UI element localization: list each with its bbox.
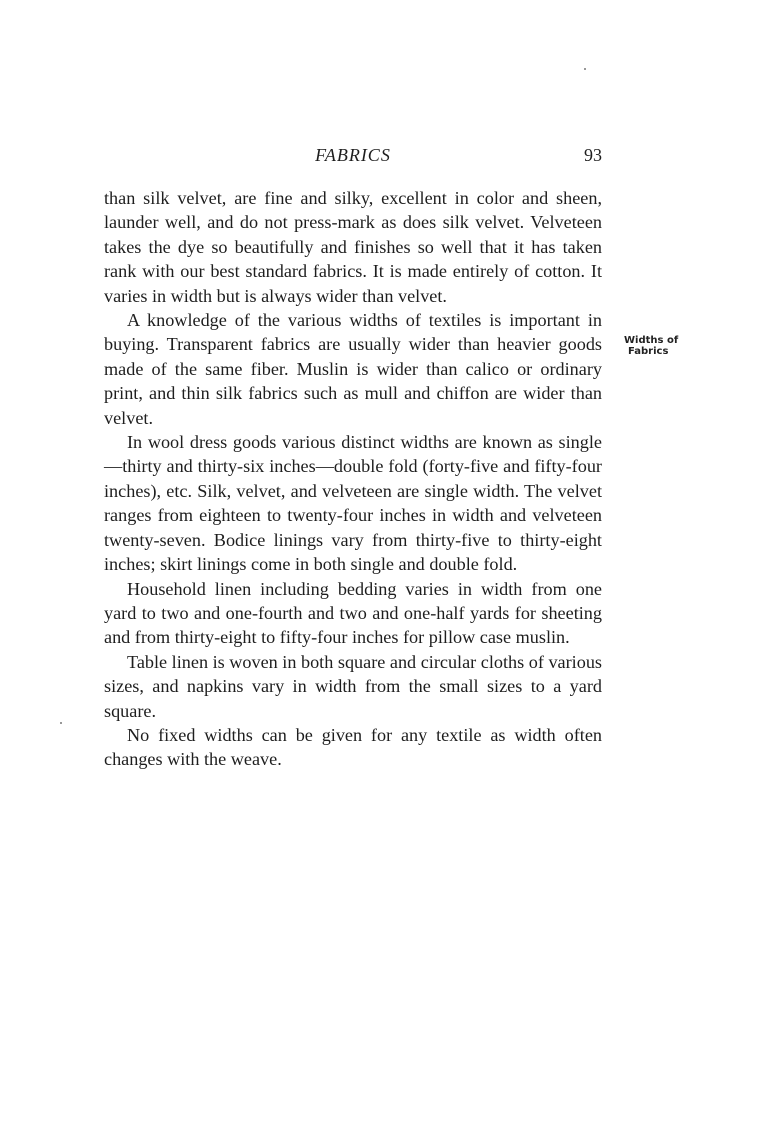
body-text	[104, 186, 602, 772]
margin-note-line-1: Widths of	[624, 335, 679, 346]
paragraph-velvet-continuation: than silk velvet, are fine and silky, excellent in color and sheen, launder well, and do not press-mark as does silk velvet. Velveteen takes the dye so beautifully and finishes so well that it has taken rank with our best standard fabrics. It is made entirely of cotton. It varies in width but is always wider than velvet.	[104, 188, 602, 306]
running-head	[104, 145, 602, 169]
running-title: FABRICS	[315, 145, 391, 165]
margin-note-line-2: Fabrics	[628, 346, 669, 357]
paragraph-no-fixed-widths: No fixed widths can be given for any textile as width often changes with the weave.	[104, 724, 602, 770]
paragraph-widths-knowledge: A knowledge of the various widths of textiles is important in buying. Transparent fabrics are usually wider than heavier goods made of the same fiber. Muslin is wider than calico or ordinary print, and thin silk fabrics such as mull and chiffon are wider than velvet.	[104, 310, 602, 428]
paragraph-household-linen: Household linen including bedding varies in width from one yard to two and one-fourth and two and one-half yards for sheeting and from thirty-eight to fifty-four inches for pillow case muslin.	[104, 578, 602, 648]
margin-note	[624, 335, 724, 357]
page-number: 93	[584, 145, 602, 165]
paragraph-table-linen: Table linen is woven in both square and circular cloths of various sizes, and napkins vary in width from the small sizes to a yard square.	[104, 651, 603, 721]
scan-speck	[60, 722, 62, 724]
paragraph-wool-dress-goods: In wool dress goods various distinct widths are known as single—thirty and thirty-six inches—double fold (forty-five and fifty-four inches), etc. Silk, velvet, and velveteen are single width. The velvet ranges from eighteen to twenty-four inches in width and velveteen twenty-seven. Bodice linings vary from thirty-five to thirty-eight inches; skirt linings come in both single and double fold.	[104, 432, 602, 575]
scan-speck	[584, 68, 586, 70]
